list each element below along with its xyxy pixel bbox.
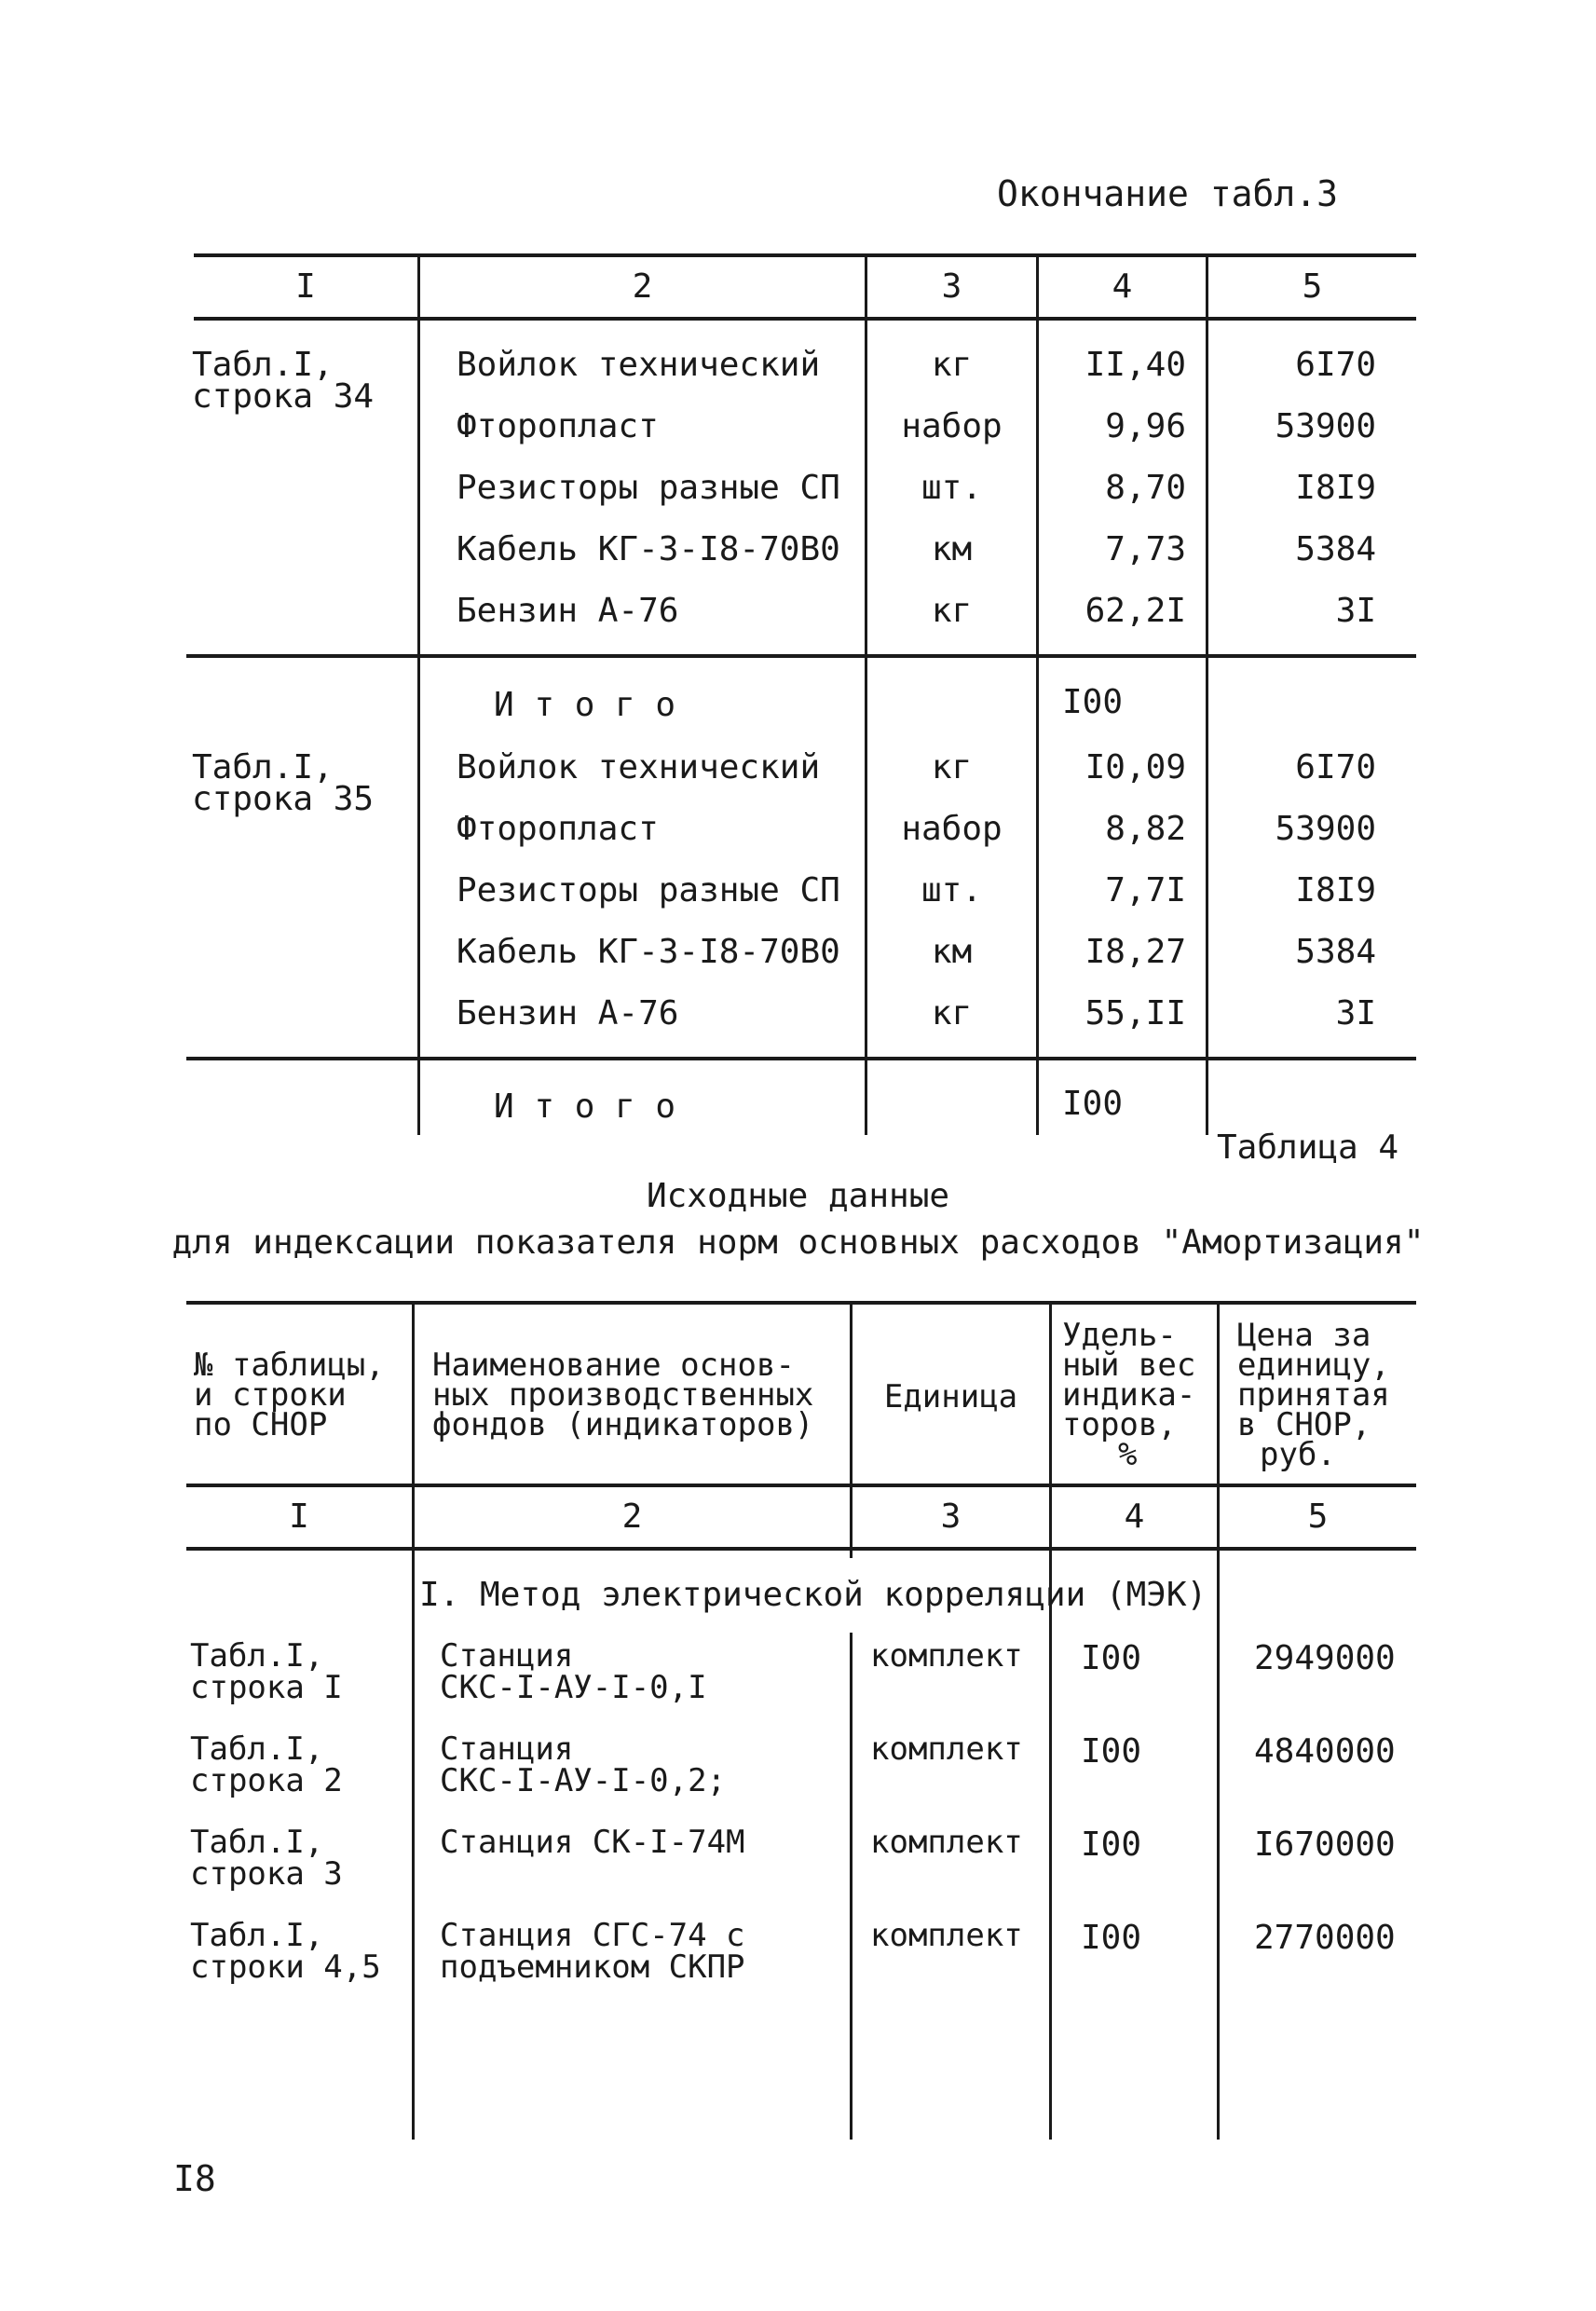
row-reference: строка 2 (190, 1762, 343, 1799)
row-reference: Табл.I, (190, 1637, 324, 1675)
price: I670000 (1254, 1826, 1396, 1864)
item-weight: 7,7I (1105, 871, 1186, 909)
price: 2949000 (1254, 1639, 1396, 1677)
table3-continuation-title: Окончание табл.3 (997, 173, 1339, 214)
price: 4840000 (1254, 1732, 1396, 1771)
station-name: СКС-I-АУ-I-0,2; (440, 1762, 727, 1799)
price: 2770000 (1254, 1919, 1396, 1957)
item-weight: I8,27 (1084, 933, 1186, 971)
item-unit: км (931, 530, 973, 568)
item-name: Фторопласт (457, 407, 659, 445)
item-name: Бензин А-76 (457, 994, 679, 1032)
table3-row-reference: строка 35 (192, 780, 375, 818)
header-line: фондов (индикаторов) (432, 1406, 814, 1443)
table4-section-title: I. Метод электрической корреляции (МЭК) (419, 1576, 1207, 1614)
table3-colnum: 2 (632, 267, 653, 306)
header-line: и строки (194, 1376, 347, 1414)
header-line: Наименование основ- (432, 1347, 795, 1384)
table3-group2-rule (186, 1057, 1416, 1060)
item-weight: 62,2I (1084, 592, 1186, 630)
table4-col-rule (850, 1633, 853, 2140)
table4-colnum-rule (186, 1547, 1416, 1551)
row-reference: Табл.I, (190, 1917, 324, 1954)
item-weight: 55,II (1084, 994, 1186, 1032)
item-weight: I0,09 (1084, 748, 1186, 786)
weight: I00 (1081, 1826, 1142, 1864)
header-line: ных производственных (432, 1376, 814, 1414)
table3-row-reference: Табл.I, (192, 748, 334, 786)
item-name: Войлок технический (457, 748, 821, 786)
item-weight: 8,82 (1105, 810, 1186, 848)
item-name: Войлок технический (457, 346, 821, 384)
item-weight: 9,96 (1105, 407, 1186, 445)
table4-subtitle: для индексации показателя норм основных расходов "Амортизация" (171, 1224, 1425, 1262)
item-unit: кг (931, 346, 973, 384)
station-name: СКС-I-АУ-I-0,I (440, 1669, 707, 1706)
table3-col-rule (417, 253, 420, 1135)
header-line: Цена за (1237, 1317, 1371, 1354)
table3-row-reference: строка 34 (192, 377, 375, 416)
table4-colnum: 3 (940, 1497, 962, 1536)
header-line: № таблицы, (194, 1347, 385, 1384)
table3-total-label: И т о г о (494, 1087, 676, 1126)
weight: I00 (1081, 1732, 1142, 1771)
item-price: 53900 (1275, 407, 1376, 445)
item-unit: шт. (921, 871, 983, 909)
item-name: Кабель КГ-3-I8-70В0 (457, 933, 840, 971)
unit: комплект (870, 1730, 1023, 1768)
table3-total-value: I00 (1062, 683, 1124, 721)
station-name: Станция СГС-74 с (440, 1917, 745, 1954)
item-unit: кг (931, 592, 973, 630)
header-line: по СНОР (194, 1406, 328, 1443)
unit: комплект (870, 1917, 1023, 1954)
table3-colnum: I (295, 267, 316, 306)
table4-title: Исходные данные (646, 1177, 950, 1215)
station-name: Станция (440, 1730, 574, 1768)
item-unit: кг (931, 994, 973, 1032)
item-name: Кабель КГ-3-I8-70В0 (457, 530, 840, 568)
row-reference: строки 4,5 (190, 1949, 381, 1986)
table3-row-reference: Табл.I, (192, 346, 334, 384)
item-price: 6I70 (1295, 346, 1376, 384)
header-line: принятая (1237, 1376, 1390, 1414)
item-name: Бензин А-76 (457, 592, 679, 630)
item-name: Резисторы разные СП (457, 871, 840, 909)
item-price: I8I9 (1295, 871, 1376, 909)
station-name: подъемником СКПР (440, 1949, 745, 1986)
item-price: 6I70 (1295, 748, 1376, 786)
header-line: ный вес (1062, 1347, 1196, 1384)
table3-total-label: И т о г о (494, 686, 676, 724)
table4-colnum: 2 (621, 1497, 643, 1536)
row-reference: строка 3 (190, 1855, 343, 1893)
item-price: 3I (1335, 592, 1376, 630)
unit: комплект (870, 1637, 1023, 1675)
header-line: индика- (1062, 1376, 1196, 1414)
item-price: 3I (1335, 994, 1376, 1032)
item-unit: кг (931, 748, 973, 786)
item-unit: км (931, 933, 973, 971)
table4-colnum: 4 (1124, 1497, 1145, 1536)
item-unit: шт. (921, 469, 983, 507)
header-line: торов, (1062, 1406, 1177, 1443)
page-number: I8 (173, 2158, 216, 2199)
item-name: Фторопласт (457, 810, 659, 848)
item-weight: 8,70 (1105, 469, 1186, 507)
header-line: в СНОР, (1237, 1406, 1371, 1443)
item-unit: набор (901, 407, 1003, 445)
header-line: Удель- (1062, 1317, 1177, 1354)
header-line: руб. (1260, 1436, 1336, 1473)
station-name: Станция СК-I-74М (440, 1824, 745, 1861)
header-line: % (1118, 1436, 1138, 1473)
weight: I00 (1081, 1639, 1142, 1677)
table4-col-rule (1049, 1301, 1052, 2140)
table4-top-rule (186, 1301, 1416, 1305)
table3-top-rule (194, 253, 1416, 257)
table4-header-rule (186, 1484, 1416, 1487)
item-price: 5384 (1295, 530, 1376, 568)
table4-label: Таблица 4 (1217, 1128, 1399, 1167)
item-weight: 7,73 (1105, 530, 1186, 568)
table3-group1-rule (186, 654, 1416, 658)
table3-colnum: 4 (1112, 267, 1133, 306)
item-weight: II,40 (1084, 346, 1186, 384)
header-line: Единица (883, 1378, 1018, 1415)
row-reference: Табл.I, (190, 1824, 324, 1861)
row-reference: строка I (190, 1669, 343, 1706)
item-price: I8I9 (1295, 469, 1376, 507)
table3-total-value: I00 (1062, 1085, 1124, 1123)
table4-colnum: I (289, 1497, 309, 1536)
table4-col-rule (1217, 1301, 1220, 2140)
unit: комплект (870, 1824, 1023, 1861)
table4-colnum: 5 (1307, 1497, 1329, 1536)
item-unit: набор (901, 810, 1003, 848)
item-price: 5384 (1295, 933, 1376, 971)
item-name: Резисторы разные СП (457, 469, 840, 507)
item-price: 53900 (1275, 810, 1376, 848)
table3-header-rule (194, 317, 1416, 321)
table4-col-rule (412, 1301, 415, 2140)
table3-colnum: 5 (1302, 267, 1323, 306)
header-line: единицу, (1237, 1347, 1390, 1384)
weight: I00 (1081, 1919, 1142, 1957)
row-reference: Табл.I, (190, 1730, 324, 1768)
station-name: Станция (440, 1637, 574, 1675)
table3-colnum: 3 (941, 267, 962, 306)
